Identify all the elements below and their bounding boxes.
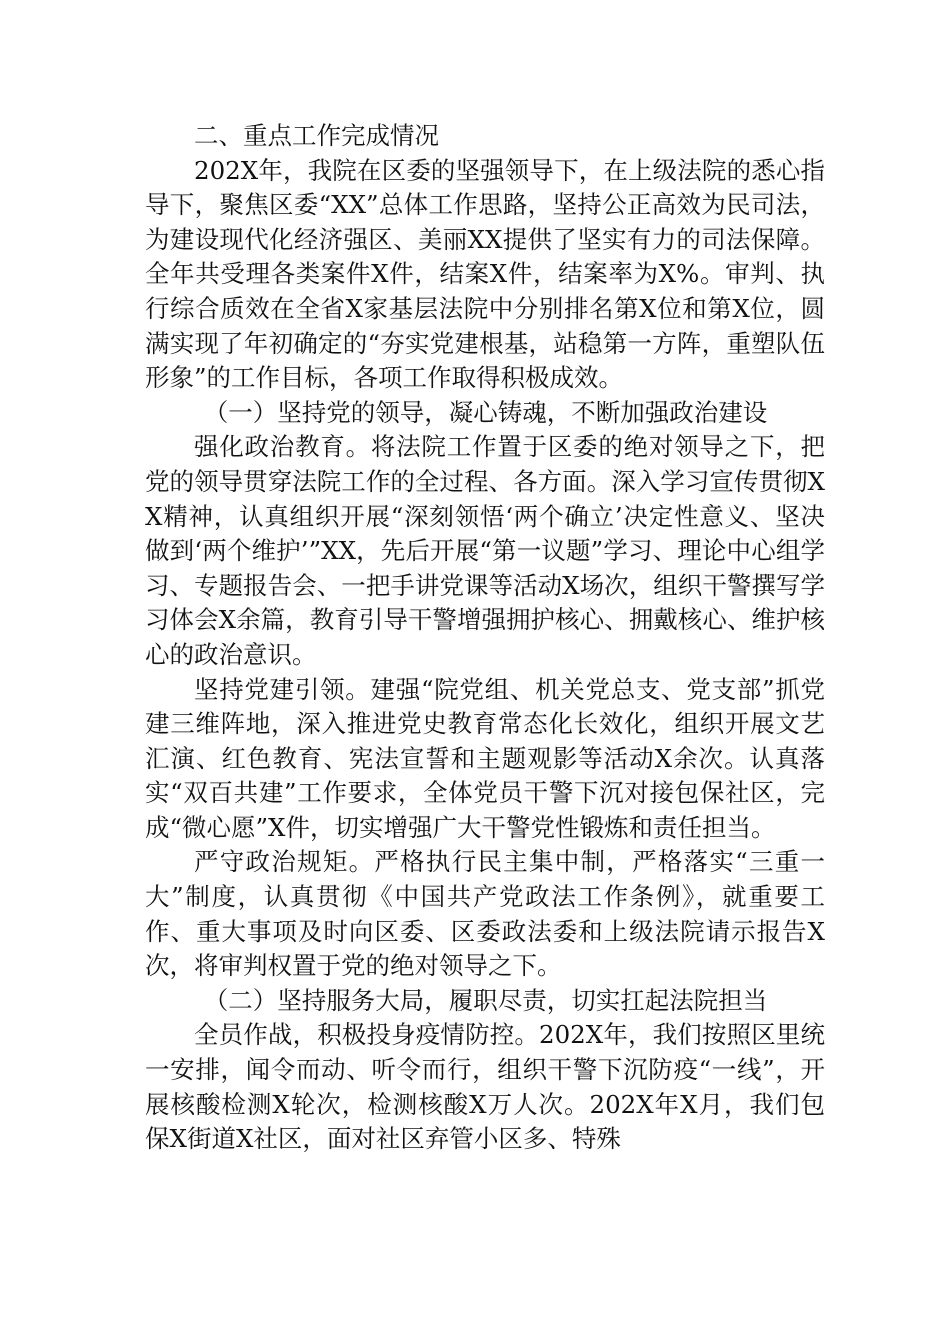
document-body [145, 119, 825, 1157]
paragraph-political-rules: 严守政治规矩。严格执行民主集中制，严格落实“三重一大”制度，认真贯彻《中国共产党政法工作条例》，就重要工作、重大事项及时向区委、区委政法委和上级法院请示报告X次，将审判权置于党的绝对领导之下。 [145, 847, 825, 981]
paragraph-political-education: 强化政治教育。将法院工作置于区委的绝对领导之下，把党的领导贯穿法院工作的全过程、各方面。深入学习宣传贯彻XX精神，认真组织开展“深刻领悟‘两个确立’决定性意义、坚决做到‘两个维护’”XX，先后开展“第一议题”学习、理论中心组学习、专题报告会、一把手讲党课等活动X场次，组织干警撰写学习体会X余篇，教育引导干警增强拥护核心、拥戴核心、维护核心的政治意识。 [145, 432, 825, 669]
paragraph-summary: 202X年，我院在区委的坚强领导下，在上级法院的悉心指导下，聚焦区委“XX”总体工作思路，坚持公正高效为民司法，为建设现代化经济强区、美丽XX提供了坚实有力的司法保障。全年共受理各类案件X件，结案X件，结案率为X%。审判、执行综合质效在全省X家基层法院中分别排名第X位和第X位，圆满实现了年初确定的“夯实党建根基，站稳第一方阵，重塑队伍形象”的工作目标，各项工作取得积极成效。 [145, 155, 825, 393]
paragraph-epidemic-prevention: 全员作战，积极投身疫情防控。202X年，我们按照区里统一安排，闻令而动、听令而行，组织干警下沉防疫“一线”，开展核酸检测X轮次，检测核酸X万人次。202X年X月，我们包保X街道X社区，面对社区弃管小区多、特殊 [145, 1020, 825, 1154]
subsection-heading-2: （二）坚持服务大局，履职尽责，切实扛起法院担当 [203, 985, 768, 1015]
subsection-heading-1: （一）坚持党的领导，凝心铸魂，不断加强政治建设 [203, 397, 768, 427]
section-title: 二、重点工作完成情况 [194, 121, 439, 150]
paragraph-party-building: 坚持党建引领。建强“院党组、机关党总支、党支部”抓党建三维阵地，深入推进党史教育常态化长效化，组织开展文艺汇演、红色教育、宪法宣誓和主题观影等活动X余次。认真落实“双百共建”工作要求，全体党员干警下沉对接包保社区，完成“微心愿”X件，切实增强广大干警党性锻炼和责任担当。 [145, 674, 825, 842]
